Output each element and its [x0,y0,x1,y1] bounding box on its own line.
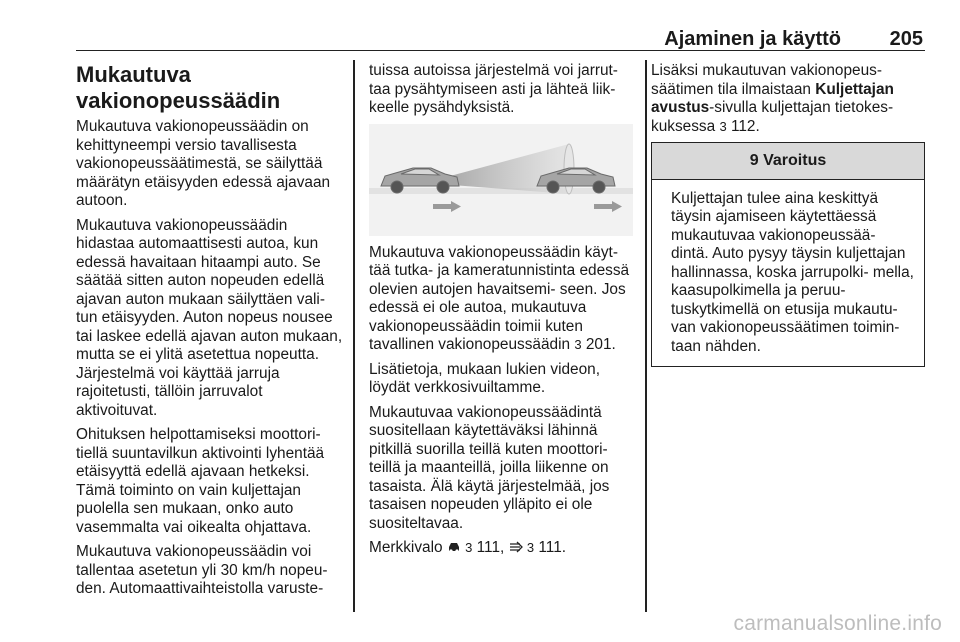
warning-header [652,143,924,180]
page-header [76,26,925,51]
car-indicator-icon [447,541,461,553]
column-left [76,62,348,605]
paragraph [369,539,635,558]
column-divider [645,60,647,612]
page-ref-arrow-icon: 3 [526,540,535,555]
warning-title: Varoitus [763,152,827,169]
watermark: carmanualsonline.info [733,612,942,635]
page-ref: 111, [476,539,505,556]
driver-assist-term: Kuljettajan avustus [651,80,894,116]
warning-box [651,142,925,367]
page-ref: 111. [538,539,567,556]
paragraph: Ohituksen helpottamiseksi moottori- tiellä suuntavilkun aktivointi lyhentää etäisyyttä edellä ajavaan hetkeksi. Tämä toiminto on vain kuljettajan puolella sen mukaan, onko auto vasemmalta vai oikealta ohjattava. [76,426,325,536]
adaptive-cruise-illustration [369,124,633,236]
paragraph: tuissa autoissa järjestelmä voi jarrut- taa pysähtymiseen asti ja lähteä liik- keelle pysähdyksistä. [369,62,618,116]
column-middle [369,62,635,564]
column-right [651,62,925,367]
paragraph-text: -sivulla kuljettajan tietokes- kuksessa [651,99,894,135]
section-title: Ajaminen ja käyttö [664,28,841,50]
indicator-label: Merkkivalo [369,539,443,556]
car-radar-diagram [369,124,633,236]
page-ref: 112. [730,117,760,135]
warning-triangle-icon: 9 [749,152,759,169]
column-divider [353,60,355,612]
page-ref-arrow-icon: 3 [465,540,473,555]
paragraph-text: Lisäksi mukautuvan vakionopeus- säätimen tila ilmaistaan [651,62,882,98]
paragraph: Mukautuva vakionopeussäädin voi tallentaa asetetun yli 30 km/h nopeu- den. Automaattivaihteistolla varuste- [76,543,328,597]
page-ref-arrow-icon: 3 [719,118,727,134]
paragraph: Mukautuva vakionopeussäädin on kehittyneempi versio tavallisesta vakionopeussäätimestä, se säilyttää määrätyn etäisyyden edessä ajavaan autoon. [76,118,331,209]
page-ref-arrow-icon: 3 [574,337,582,352]
heading-adaptive-cruise: Mukautuva vakionopeussäädin [76,62,281,113]
paragraph: Mukautuvaa vakionopeussäädintä suositellaan käytettäväksi lähinnä pitkillä suorilla teillä kuten moottori- teillä ja maanteillä, joilla liikenne on tasaista. Älä käytä järjestelmää, jos tasaisen nopeuden ylläpito ei ole suositeltavaa. [369,403,610,532]
warning-text: Kuljettajan tulee aina keskittyä täysin ajamiseen käytettäessä mukautuvaa vakionopeussää- dintä. Auto pysyy täysin kuljettajan hallinnassa, koska jarrupolki- mella, kaasupolkimella ja peruu- tuskytkimellä on etusija mukautu- van vakionopeussäätimen toimin- taan nähden. [671,189,914,355]
page-ref: 201. [585,336,616,353]
paragraph-text: Mukautuva vakionopeussäädin käyt- tää tutka- ja kameratunnistinta edessä olevien autojen havaitsemi- seen. Jos edessä ei ole autoa, mukautuva vakionopeussäädin toimii kuten tavallinen vakionopeussäädin [369,243,630,353]
cruise-indicator-icon [509,541,523,553]
paragraph [369,244,635,355]
page-number: 205 [889,28,923,50]
paragraph: Mukautuva vakionopeussäädin hidastaa automaattisesti autoa, kun edessä havaitaan hitaampi auto. Se säätää sitten auton nopeuden edellä ajavan auton mukaan säilyttäen vali- tun etäisyyden. Auton nopeus nousee tai laskee edellä ajavan auton mukaan, mutta se ei ylitä asetettua nopeutta. Järjestelmä voi käyttää jarruja rajoitetusti, tällöin jarruvalot aktivoituvat. [76,216,343,419]
paragraph: Lisätietoja, mukaan lukien videon, löydät verkkosivuiltamme. [369,360,601,396]
paragraph [651,62,925,136]
